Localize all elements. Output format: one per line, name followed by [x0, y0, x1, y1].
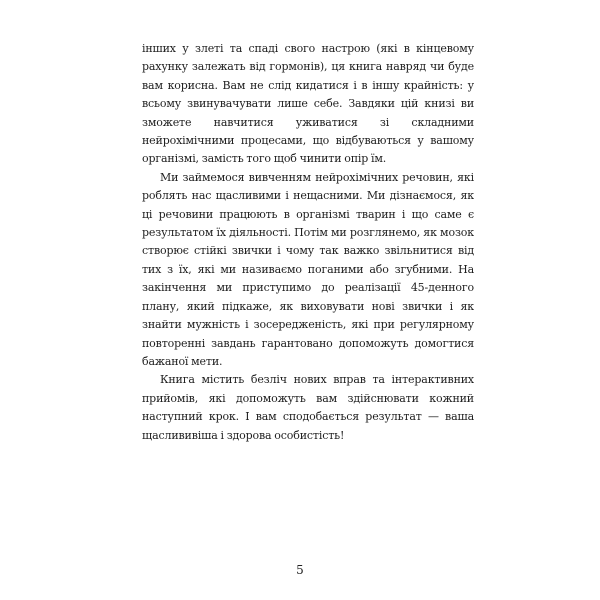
page-number: 5 — [296, 563, 304, 577]
paragraph-1: інших у злеті та спаді свого настрою (які в кінцевому рахунку залежать від гормонів), ця книга навряд чи буде вам корисна. Вам не слід кидатися і в іншу крайність: у всьому звинувачувати лише себе. Завдяки цій книзі ви зможете навчитися уживатися зі складними нейрохімічними процесами, що відбуваються у вашому організмі, замість того щоб чинити опір їм. — [142, 42, 474, 166]
paragraph-3: Книга містить безліч нових вправ та інтерактивних прийомів, які допоможуть вам здійснювати кожний наступний крок. І вам сподобається результат — ваша щаслививіша і здорова особистість! — [142, 373, 474, 442]
body-text — [142, 40, 474, 445]
paragraph-2: Ми займемося вивченням нейрохімічних речовин, які роблять нас щасливими і нещасними. Ми дізнаємося, як ці речовини працюють в організмі тварин і що саме є результатом їх діяльності. Потім ми розглянемо, як мозок створює стійкі звички і чому так важко звільнитися від тих з їх, які ми називаємо поганими або згубними. На закінчення ми приступимо до реалізації 45-денного плану, який підкаже, як виховувати нові звички і як знайти мужність і зосередженість, які при регулярному повторенні завдань гарантовано допоможуть домогтися бажаної мети. — [142, 170, 474, 368]
